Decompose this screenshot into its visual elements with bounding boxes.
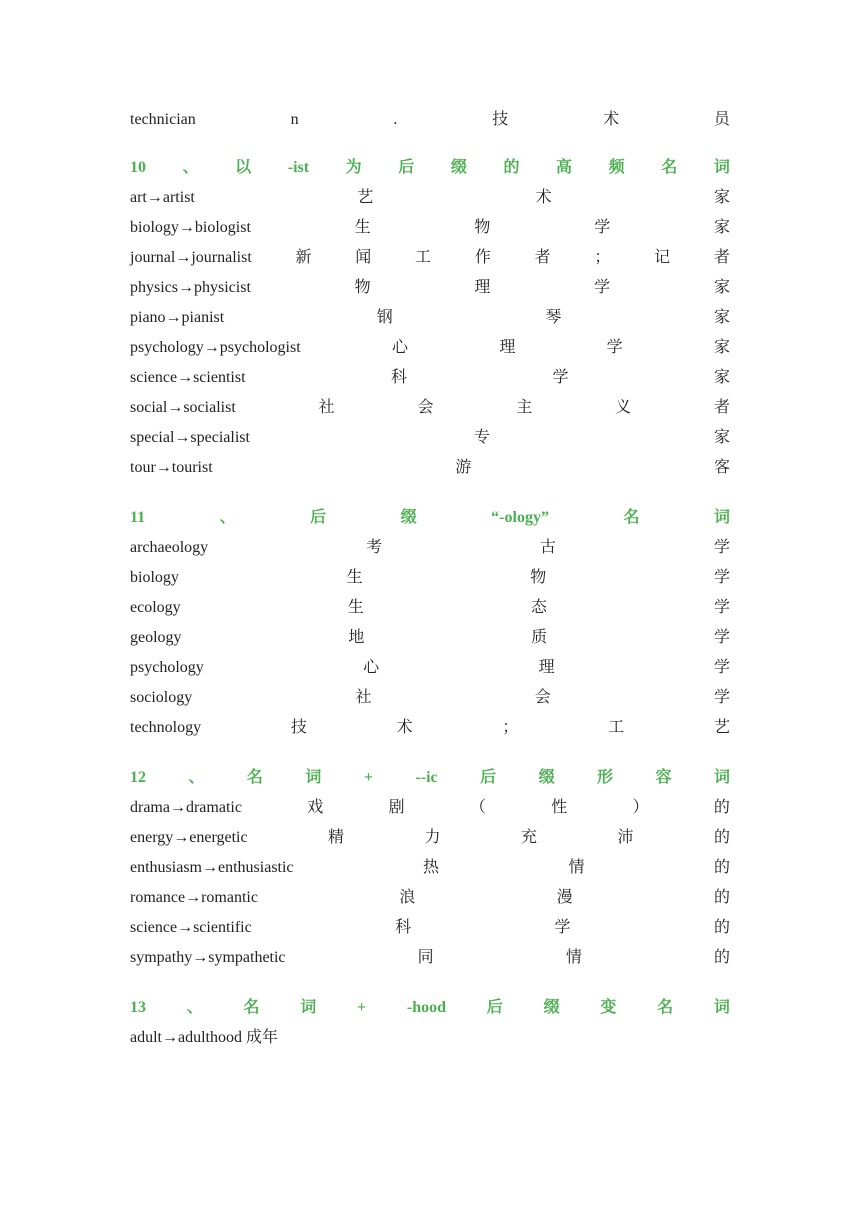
vocab-term: energy→energetic — [130, 829, 248, 846]
vocab-token: 者 — [713, 249, 730, 266]
vocab-token: . — [393, 111, 398, 128]
vocab-term: science→scientist — [130, 369, 246, 386]
vocab-term: archaeology — [130, 539, 209, 556]
vocab-token: 术 — [535, 189, 552, 206]
vocab-token: 术 — [603, 111, 620, 128]
vocab-token: 物 — [354, 279, 371, 296]
vocab-token: 术 — [396, 719, 413, 736]
vocab-token: 学 — [713, 689, 730, 706]
vocab-token: 学 — [594, 219, 611, 236]
vocab-token: 频 — [608, 159, 625, 176]
vocab-token: n — [290, 111, 299, 128]
vocab-token: 生 — [354, 219, 371, 236]
vocab-token: 充 — [521, 829, 538, 846]
vocab-term: tour→tourist — [130, 459, 213, 476]
vocab-token: 艺 — [713, 719, 730, 736]
vocab-token: 同 — [417, 949, 434, 966]
vocab-term: geology — [130, 629, 182, 646]
vocab-token: 新 — [295, 249, 312, 266]
vocab-token: 生 — [347, 599, 364, 616]
vocab-token: 以 — [235, 159, 252, 176]
vocab-token: 学 — [606, 339, 623, 356]
vocab-token: 沛 — [617, 829, 634, 846]
vocab-token: 客 — [713, 459, 730, 476]
vocab-token: 的 — [713, 949, 730, 966]
vocab-line — [130, 423, 730, 453]
vocab-token: 游 — [455, 459, 472, 476]
vocab-token: 员 — [713, 111, 730, 128]
vocab-token: 心 — [363, 659, 380, 676]
vocab-token: 为 — [345, 159, 362, 176]
vocab-line — [130, 883, 730, 913]
vocab-token: + — [357, 999, 367, 1016]
vocab-token: 缀 — [538, 769, 555, 786]
vocab-term: physics→physicist — [130, 279, 251, 296]
vocab-term: science→scientific — [130, 919, 252, 936]
vocab-token: 、 — [182, 159, 199, 176]
vocab-token: 会 — [417, 399, 434, 416]
vocab-token: 地 — [348, 629, 365, 646]
vocab-term: special→specialist — [130, 429, 250, 446]
vocab-term: art→artist — [130, 189, 195, 206]
vocab-line — [130, 943, 730, 973]
vocab-token: 学 — [713, 539, 730, 556]
vocab-line — [130, 683, 730, 713]
vocab-token: 名 — [661, 159, 678, 176]
vocab-line — [130, 913, 730, 943]
vocab-term: sympathy→sympathetic — [130, 949, 286, 966]
vocab-line — [130, 363, 730, 393]
vocab-token: 的 — [713, 859, 730, 876]
vocab-token: 家 — [713, 369, 730, 386]
vocab-token: 理 — [499, 339, 516, 356]
vocab-line — [130, 653, 730, 683]
vocab-token: 变 — [600, 999, 617, 1016]
vocab-token: 热 — [423, 859, 440, 876]
vocab-token: 者 — [534, 249, 551, 266]
vocab-token: 家 — [713, 279, 730, 296]
vocab-line — [130, 713, 730, 743]
vocab-token: 的 — [503, 159, 520, 176]
document-body — [130, 105, 730, 1053]
vocab-line — [130, 303, 730, 333]
vocab-term: romance→romantic — [130, 889, 258, 906]
vocab-token: 后 — [486, 999, 503, 1016]
vocab-token: 学 — [713, 629, 730, 646]
vocab-token: 生 — [346, 569, 363, 586]
vocab-line — [130, 183, 730, 213]
vocab-token: 剧 — [388, 799, 405, 816]
vocab-term: biology→biologist — [130, 219, 251, 236]
vocab-token: 词 — [713, 159, 730, 176]
vocab-token: 物 — [474, 219, 491, 236]
vocab-token: 家 — [713, 309, 730, 326]
vocab-token: 会 — [534, 689, 551, 706]
vocab-line — [130, 273, 730, 303]
vocab-token: 缀 — [450, 159, 467, 176]
vocab-token: 主 — [516, 399, 533, 416]
vocab-token: 技 — [492, 111, 509, 128]
vocab-term: technology — [130, 719, 202, 736]
vocab-token: 容 — [655, 769, 672, 786]
vocab-token: 精 — [328, 829, 345, 846]
section-heading — [130, 153, 730, 183]
vocab-token: 词 — [300, 999, 317, 1016]
vocab-token: 闻 — [355, 249, 372, 266]
vocab-term: drama→dramatic — [130, 799, 242, 816]
vocab-token: ） — [632, 799, 649, 816]
vocab-token: 的 — [713, 799, 730, 816]
vocab-term: journal→journalist — [130, 249, 252, 266]
vocab-term: psychology — [130, 659, 204, 676]
vocab-term: piano→pianist — [130, 309, 225, 326]
vocab-term: sociology — [130, 689, 193, 706]
vocab-line — [130, 533, 730, 563]
vocab-token: 缀 — [543, 999, 560, 1016]
vocab-line — [130, 333, 730, 363]
vocab-token: 的 — [713, 919, 730, 936]
vocab-token: 、 — [188, 769, 205, 786]
vocab-token: 名 — [623, 509, 640, 526]
vocab-token: ； — [594, 249, 611, 266]
vocab-token: 词 — [713, 509, 730, 526]
vocab-token: 记 — [654, 249, 671, 266]
vocab-token: 艺 — [357, 189, 374, 206]
vocab-token: 情 — [565, 949, 582, 966]
section-heading — [130, 993, 730, 1023]
heading-number: 12 — [130, 769, 146, 786]
vocab-token: 技 — [290, 719, 307, 736]
vocab-token: 义 — [615, 399, 632, 416]
vocab-token: 家 — [713, 429, 730, 446]
vocab-line — [130, 243, 730, 273]
vocab-token: 后 — [310, 509, 327, 526]
vocab-token: 理 — [538, 659, 555, 676]
vocab-token: 作 — [474, 249, 491, 266]
section-heading — [130, 763, 730, 793]
vocab-token: 的 — [713, 889, 730, 906]
vocab-line — [130, 793, 730, 823]
vocab-token: 词 — [713, 999, 730, 1016]
vocab-token: 者 — [713, 399, 730, 416]
vocab-line — [130, 393, 730, 423]
vocab-term: enthusiasm→enthusiastic — [130, 859, 294, 876]
vocab-token: 琴 — [545, 309, 562, 326]
vocab-token: 后 — [398, 159, 415, 176]
vocab-token: 科 — [390, 369, 407, 386]
vocab-token: 缀 — [400, 509, 417, 526]
vocab-token: 钢 — [376, 309, 393, 326]
vocab-token: 力 — [424, 829, 441, 846]
vocab-token: 质 — [531, 629, 548, 646]
vocab-token: 戏 — [307, 799, 324, 816]
vocab-term: social→socialist — [130, 399, 236, 416]
vocab-token: 专 — [473, 429, 490, 446]
vocab-token: 词 — [305, 769, 322, 786]
vocab-token: “-ology” — [491, 509, 549, 526]
vocab-token: -hood — [406, 999, 447, 1016]
vocab-token: 古 — [540, 539, 557, 556]
vocab-term: technician — [130, 111, 196, 128]
vocab-line — [130, 593, 730, 623]
vocab-token: 的 — [713, 829, 730, 846]
vocab-line — [130, 623, 730, 653]
vocab-token: 学 — [713, 659, 730, 676]
vocab-term: adult→adulthood 成年 — [130, 1029, 278, 1046]
vocab-token: 工 — [608, 719, 625, 736]
vocab-line — [130, 853, 730, 883]
vocab-token: --ic — [415, 769, 438, 786]
section-heading — [130, 503, 730, 533]
vocab-token: 学 — [554, 919, 571, 936]
vocab-token: 家 — [713, 339, 730, 356]
vocab-line — [130, 105, 730, 135]
vocab-token: 漫 — [556, 889, 573, 906]
vocab-token: 名 — [243, 999, 260, 1016]
heading-number: 13 — [130, 999, 146, 1016]
vocab-line — [130, 1023, 730, 1053]
vocab-line — [130, 563, 730, 593]
vocab-line — [130, 453, 730, 483]
vocab-token: ； — [502, 719, 519, 736]
vocab-token: 高 — [556, 159, 573, 176]
vocab-token: 学 — [713, 599, 730, 616]
vocab-term: ecology — [130, 599, 181, 616]
vocab-token: 形 — [597, 769, 614, 786]
vocab-token: （ — [469, 799, 486, 816]
vocab-token: + — [363, 769, 373, 786]
heading-number: 10 — [130, 159, 146, 176]
vocab-token: 社 — [355, 689, 372, 706]
vocab-token: 词 — [713, 769, 730, 786]
vocab-token: 情 — [568, 859, 585, 876]
vocab-token: 社 — [318, 399, 335, 416]
vocab-token: 名 — [246, 769, 263, 786]
vocab-token: 学 — [594, 279, 611, 296]
vocab-token: 浪 — [399, 889, 416, 906]
vocab-token: 家 — [713, 189, 730, 206]
vocab-token: 、 — [219, 509, 236, 526]
vocab-term: biology — [130, 569, 179, 586]
vocab-token: 性 — [551, 799, 568, 816]
vocab-token: 考 — [366, 539, 383, 556]
vocab-token: 、 — [186, 999, 203, 1016]
vocab-term: psychology→psychologist — [130, 339, 301, 356]
vocab-token: 后 — [480, 769, 497, 786]
vocab-line — [130, 213, 730, 243]
vocab-token: 名 — [657, 999, 674, 1016]
vocab-token: 理 — [474, 279, 491, 296]
vocab-token: -ist — [287, 159, 310, 176]
vocab-token: 家 — [713, 219, 730, 236]
vocab-token: 工 — [415, 249, 432, 266]
vocab-token: 学 — [713, 569, 730, 586]
vocab-token: 心 — [391, 339, 408, 356]
vocab-line — [130, 823, 730, 853]
vocab-token: 物 — [530, 569, 547, 586]
vocab-token: 态 — [530, 599, 547, 616]
heading-number: 11 — [130, 509, 146, 526]
vocab-token: 学 — [552, 369, 569, 386]
vocab-token: 科 — [395, 919, 412, 936]
